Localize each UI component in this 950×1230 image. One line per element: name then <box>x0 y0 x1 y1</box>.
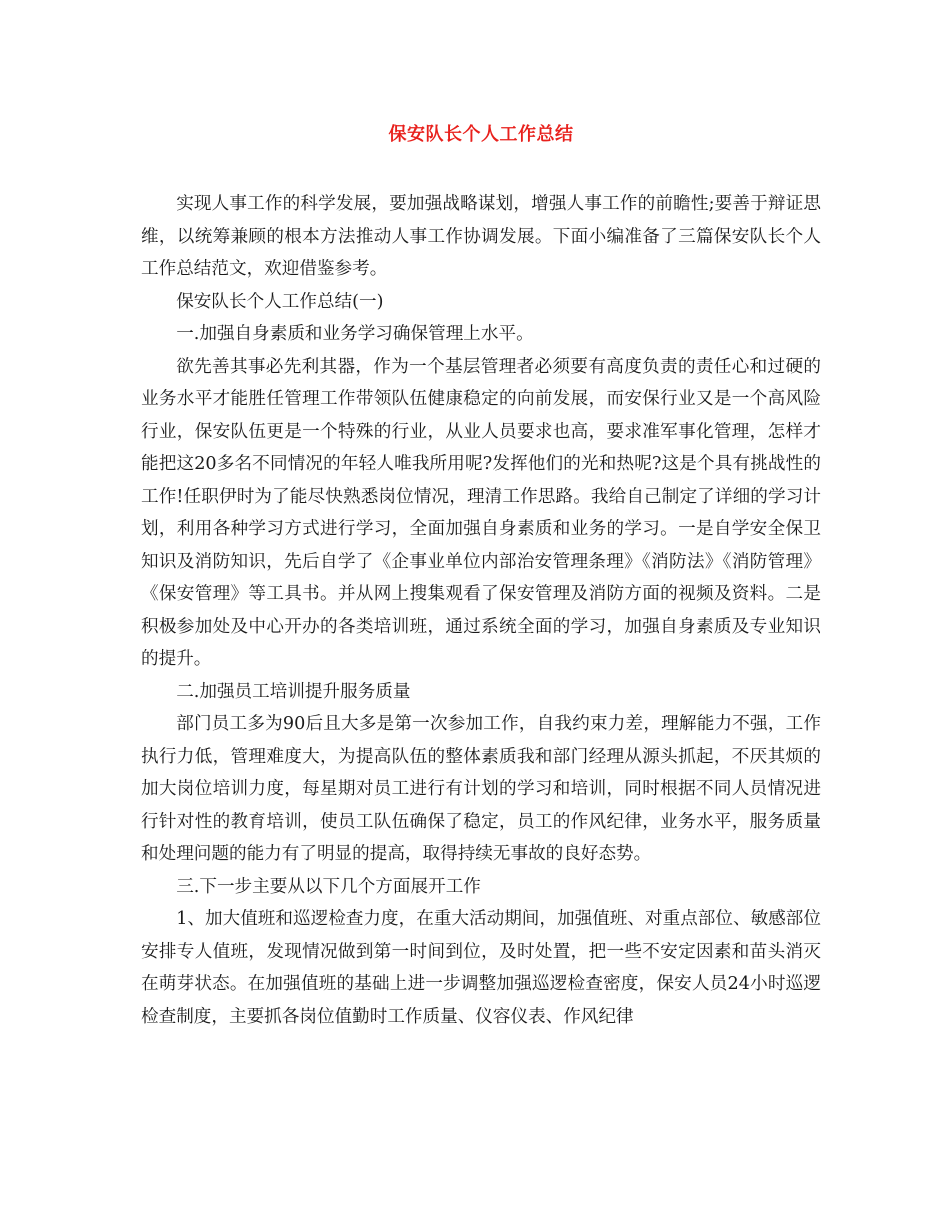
section-heading-1: 保安队长个人工作总结(一) <box>176 291 384 312</box>
subheading-3: 三.下一步主要从以下几个方面展开工作 <box>176 876 481 897</box>
document-title: 保安队长个人工作总结 <box>388 124 574 145</box>
document-page <box>141 120 821 1033</box>
body-paragraph-2: 部门员工多为90后且大多是第一次参加工作，自我约束力差，理解能力不强，工作执行力低，管理难度大，为提高队伍的整体素质我和部门经理从源头抓起，不厌其烦的加大岗位培训力度，每星期对员工进行有计划的学习和培训，同时根据不同人员情况进行针对性的教育培训，使员工队伍确保了稳定，员工的作风纪律，业务水平，服务质量和处理问题的能力有了明显的提高，取得持续无事故的良好态势。 <box>141 714 821 864</box>
intro-paragraph: 实现人事工作的科学发展，要加强战略谋划，增强人事工作的前瞻性;要善于辩证思维，以统筹兼顾的根本方法推动人事工作协调发展。下面小编准备了三篇保安队长个人工作总结范文，欢迎借鉴参考。 <box>141 194 821 279</box>
body-paragraph-3: 1、加大值班和巡逻检查力度，在重大活动期间，加强值班、对重点部位、敏感部位安排专人值班，发现情况做到第一时间到位，及时处置，把一些不安定因素和苗头消灭在萌芽状态。在加强值班的基础上进一步调整加强巡逻检查密度，保安人员24小时巡逻检查制度，主要抓各岗位值勤时工作质量、仪容仪表、作风纪律 <box>141 909 821 1027</box>
body-paragraph-1: 欲先善其事必先利其器，作为一个基层管理者必须要有高度负责的责任心和过硬的业务水平才能胜任管理工作带领队伍健康稳定的向前发展，而安保行业又是一个高风险行业，保安队伍更是一个特殊的行业，从业人员要求也高，要求准军事化管理，怎样才能把这20多名不同情况的年轻人唯我所用呢?发挥他们的光和热呢?这是个具有挑战性的工作!任职伊时为了能尽快熟悉岗位情况，理清工作思路。我给自己制定了详细的学习计划，利用各种学习方式进行学习，全面加强自身素质和业务的学习。一是自学安全保卫知识及消防知识，先后自学了《企事业单位内部治安管理条理》《消防法》《消防管理》《保安管理》等工具书。并从网上搜集观看了保安管理及消防方面的视频及资料。二是积极参加处及中心开办的各类培训班，通过系统全面的学习，加强自身素质及专业知识的提升。 <box>141 356 821 669</box>
subheading-2: 二.加强员工培训提升服务质量 <box>176 681 411 702</box>
subheading-1: 一.加强自身素质和业务学习确保管理上水平。 <box>176 324 534 344</box>
